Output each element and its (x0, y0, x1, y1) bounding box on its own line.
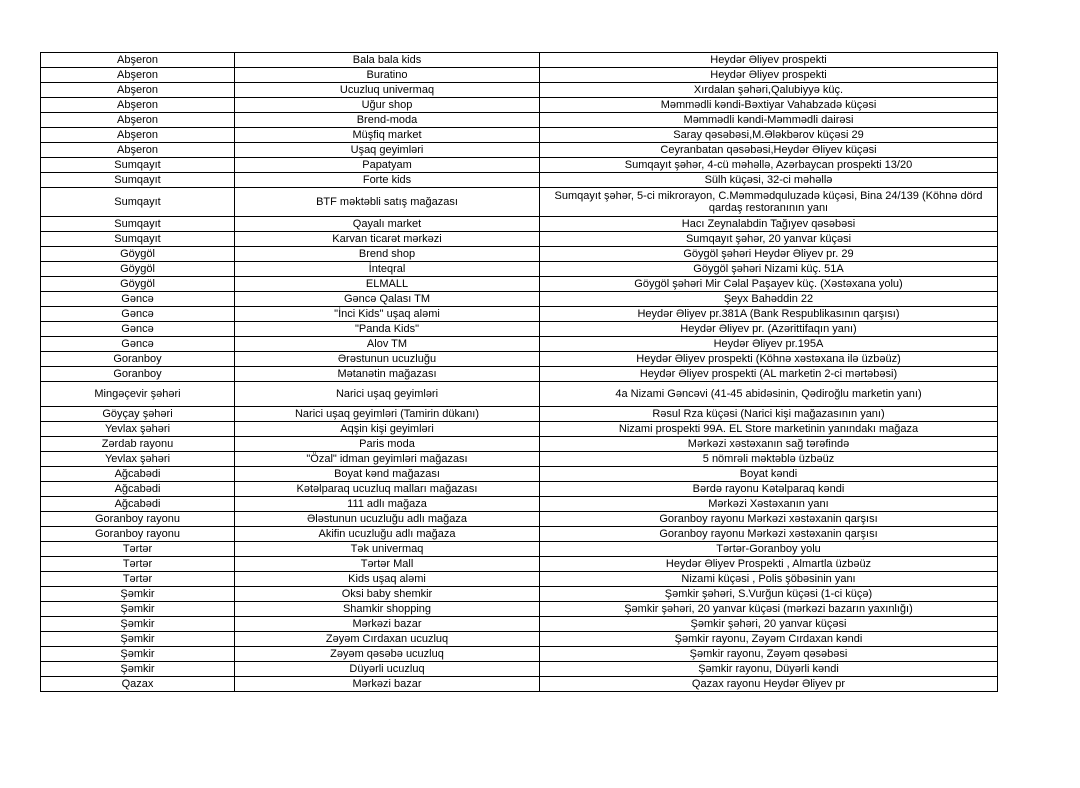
store-name-cell: Boyat kənd mağazası (235, 467, 540, 482)
region-cell: Gəncə (41, 307, 235, 322)
region-cell: Şəmkir (41, 602, 235, 617)
store-name-cell: Aqşin kişi geyimləri (235, 422, 540, 437)
table-row (41, 158, 998, 173)
store-name-cell: Zəyəm qəsəbə ucuzluq (235, 647, 540, 662)
store-name-cell: Ələstunun ucuzluğu adlı mağaza (235, 512, 540, 527)
region-cell: Abşeron (41, 98, 235, 113)
table-row (41, 307, 998, 322)
region-cell: Qazax (41, 677, 235, 692)
region-cell: Abşeron (41, 83, 235, 98)
store-name-cell: Karvan ticarət mərkəzi (235, 232, 540, 247)
store-name-cell: Narici uşaq geyimləri (235, 382, 540, 407)
address-cell: Göygöl şəhəri Nizami küç. 51A (540, 262, 998, 277)
region-cell: Göygöl (41, 277, 235, 292)
table-row (41, 352, 998, 367)
address-cell: Saray qəsəbəsi,M.Ələkbərov küçəsi 29 (540, 128, 998, 143)
table-row (41, 572, 998, 587)
table-row (41, 217, 998, 232)
table-row (41, 68, 998, 83)
region-cell: Abşeron (41, 53, 235, 68)
address-cell: Xırdalan şəhəri,Qalubiyyə küç. (540, 83, 998, 98)
store-name-cell: Düyərli ucuzluq (235, 662, 540, 677)
address-cell: Tərtər-Goranboy yolu (540, 542, 998, 557)
store-name-cell: Tərtər Mall (235, 557, 540, 572)
store-name-cell: Bala bala kids (235, 53, 540, 68)
address-cell: Göygöl şəhəri Mir Cəlal Paşayev küç. (Xəstəxana yolu) (540, 277, 998, 292)
region-cell: Gəncə (41, 292, 235, 307)
table-row (41, 422, 998, 437)
address-cell: Heydər Əliyev prospekti (540, 53, 998, 68)
store-name-cell: "İnci Kids" uşaq aləmi (235, 307, 540, 322)
region-cell: Ağcabədi (41, 467, 235, 482)
store-name-cell: Ucuzluq univermaq (235, 83, 540, 98)
address-cell: Göygöl şəhəri Heydər Əliyev pr. 29 (540, 247, 998, 262)
region-cell: Mingəçevir şəhəri (41, 382, 235, 407)
address-cell: Heydər Əliyev pr. (Azərittifaqın yanı) (540, 322, 998, 337)
table-row (41, 292, 998, 307)
store-name-cell: Paris moda (235, 437, 540, 452)
table-row (41, 617, 998, 632)
address-cell: Şəmkir şəhəri, 20 yanvar küçəsi (540, 617, 998, 632)
region-cell: Goranboy (41, 367, 235, 382)
region-cell: Tərtər (41, 542, 235, 557)
region-cell: Abşeron (41, 143, 235, 158)
store-name-cell: Mərkəzi bazar (235, 677, 540, 692)
table-row (41, 452, 998, 467)
region-cell: Tərtər (41, 557, 235, 572)
table-row (41, 367, 998, 382)
region-cell: Zərdab rayonu (41, 437, 235, 452)
address-cell: Məmmədli kəndi-Məmmədli dairəsi (540, 113, 998, 128)
store-name-cell: Brend-moda (235, 113, 540, 128)
store-name-cell: Papatyam (235, 158, 540, 173)
address-cell: Hacı Zeynalabdin Tağıyev qəsəbəsi (540, 217, 998, 232)
region-cell: Şəmkir (41, 632, 235, 647)
address-cell: Nizami prospekti 99A. EL Store marketinin yanındakı mağaza (540, 422, 998, 437)
region-cell: Sumqayıt (41, 217, 235, 232)
address-cell: Şəmkir şəhəri, 20 yanvar küçəsi (mərkəzi bazarın yaxınlığı) (540, 602, 998, 617)
region-cell: Abşeron (41, 68, 235, 83)
table-row (41, 467, 998, 482)
region-cell: Göyçay şəhəri (41, 407, 235, 422)
address-cell: Goranboy rayonu Mərkəzi xəstəxanin qarşısı (540, 512, 998, 527)
address-cell: 5 nömrəli məktəblə üzbəüz (540, 452, 998, 467)
region-cell: Sumqayıt (41, 232, 235, 247)
region-cell: Yevlax şəhəri (41, 422, 235, 437)
region-cell: Goranboy rayonu (41, 512, 235, 527)
table-row (41, 632, 998, 647)
table-row (41, 232, 998, 247)
store-name-cell: Mərkəzi bazar (235, 617, 540, 632)
address-cell: Şəmkir rayonu, Düyərli kəndi (540, 662, 998, 677)
region-cell: Göygöl (41, 247, 235, 262)
table-row (41, 247, 998, 262)
region-cell: Ağcabədi (41, 482, 235, 497)
table-row (41, 188, 998, 217)
store-name-cell: Müşfiq market (235, 128, 540, 143)
region-cell: Tərtər (41, 572, 235, 587)
table-row (41, 83, 998, 98)
address-cell: Bərdə rayonu Kətəlparaq kəndi (540, 482, 998, 497)
address-cell: Sülh küçəsi, 32-ci məhəllə (540, 173, 998, 188)
table-row (41, 677, 998, 692)
region-cell: Şəmkir (41, 662, 235, 677)
table-row (41, 512, 998, 527)
table-row (41, 337, 998, 352)
region-cell: Sumqayıt (41, 158, 235, 173)
address-cell: Heydər Əliyev prospekti (540, 68, 998, 83)
store-name-cell: ELMALL (235, 277, 540, 292)
address-cell: Şəmkir rayonu, Zəyəm qəsəbəsi (540, 647, 998, 662)
table-row (41, 497, 998, 512)
store-name-cell: Oksi baby shemkir (235, 587, 540, 602)
store-name-cell: "Özal" idman geyimləri mağazası (235, 452, 540, 467)
table-row (41, 277, 998, 292)
store-name-cell: Forte kids (235, 173, 540, 188)
table-row (41, 542, 998, 557)
address-cell: Heydər Əliyev prospekti (AL marketin 2-ci mərtəbəsi) (540, 367, 998, 382)
address-cell: Heydər Əliyev pr.381A (Bank Respublikasının qarşısı) (540, 307, 998, 322)
store-name-cell: Zəyəm Cırdaxan ucuzluq (235, 632, 540, 647)
region-cell: Sumqayıt (41, 188, 235, 217)
store-name-cell: Gəncə Qalası TM (235, 292, 540, 307)
address-cell: Məmmədli kəndi-Bəxtiyar Vahabzadə küçəsi (540, 98, 998, 113)
store-name-cell: "Panda Kids" (235, 322, 540, 337)
region-cell: Gəncə (41, 322, 235, 337)
region-cell: Abşeron (41, 128, 235, 143)
region-cell: Yevlax şəhəri (41, 452, 235, 467)
table-row (41, 173, 998, 188)
store-name-cell: Mətanətin mağazası (235, 367, 540, 382)
table-row (41, 557, 998, 572)
table-row (41, 382, 998, 407)
address-cell: Sumqayıt şəhər, 4-cü məhəllə, Azərbaycan prospekti 13/20 (540, 158, 998, 173)
store-name-cell: BTF məktəbli satış mağazası (235, 188, 540, 217)
store-name-cell: Tək univermaq (235, 542, 540, 557)
address-cell: Goranboy rayonu Mərkəzi xəstəxanin qarşısı (540, 527, 998, 542)
address-cell: Rəsul Rza küçəsi (Narici kişi mağazasının yanı) (540, 407, 998, 422)
region-cell: Abşeron (41, 113, 235, 128)
address-cell: Şəmkir şəhəri, S.Vurğun küçəsi (1-ci küçə) (540, 587, 998, 602)
store-list-body (41, 53, 998, 692)
address-cell: Şəmkir rayonu, Zəyəm Cırdaxan kəndi (540, 632, 998, 647)
table-row (41, 437, 998, 452)
address-cell: Ceyranbatan qəsəbəsi,Heydər Əliyev küçəsi (540, 143, 998, 158)
region-cell: Şəmkir (41, 647, 235, 662)
table-row (41, 662, 998, 677)
address-cell: Nizami küçəsi , Polis şöbəsinin yanı (540, 572, 998, 587)
region-cell: Gəncə (41, 337, 235, 352)
address-cell: Heydər Əliyev Prospekti , Almartla üzbəüz (540, 557, 998, 572)
region-cell: Şəmkir (41, 587, 235, 602)
table-row (41, 113, 998, 128)
address-cell: Mərkəzi Xəstəxanın yanı (540, 497, 998, 512)
store-name-cell: Shamkir shopping (235, 602, 540, 617)
address-cell: Sumqayıt şəhər, 20 yanvar küçəsi (540, 232, 998, 247)
table-row (41, 128, 998, 143)
address-cell: Heydər Əliyev prospekti (Köhnə xəstəxana ilə üzbəüz) (540, 352, 998, 367)
table-row (41, 407, 998, 422)
table-row (41, 98, 998, 113)
store-name-cell: Kətəlparaq ucuzluq malları mağazası (235, 482, 540, 497)
store-name-cell: Brend shop (235, 247, 540, 262)
address-cell: Sumqayıt şəhər, 5-ci mikrorayon, C.Məmmədquluzadə küçəsi, Bina 24/139 (Köhnə dörd qardaş restoranının yanı (540, 188, 998, 217)
table-row (41, 647, 998, 662)
store-name-cell: Alov TM (235, 337, 540, 352)
table-row (41, 143, 998, 158)
address-cell: 4a Nizami Gəncəvi (41-45 abidəsinin, Qədiroğlu marketin yanı) (540, 382, 998, 407)
address-cell: Şeyx Bahəddin 22 (540, 292, 998, 307)
region-cell: Göygöl (41, 262, 235, 277)
store-name-cell: Akifin ucuzluğu adlı mağaza (235, 527, 540, 542)
table-row (41, 527, 998, 542)
table-row (41, 482, 998, 497)
store-name-cell: Buratino (235, 68, 540, 83)
table-row (41, 53, 998, 68)
store-list-table (40, 52, 998, 692)
table-row (41, 587, 998, 602)
table-row (41, 602, 998, 617)
region-cell: Goranboy rayonu (41, 527, 235, 542)
store-name-cell: 111 adlı mağaza (235, 497, 540, 512)
store-name-cell: Uğur shop (235, 98, 540, 113)
table-row (41, 262, 998, 277)
address-cell: Boyat kəndi (540, 467, 998, 482)
store-name-cell: Narici uşaq geyimləri (Tamirin dükanı) (235, 407, 540, 422)
store-name-cell: Uşaq geyimləri (235, 143, 540, 158)
store-name-cell: İnteqral (235, 262, 540, 277)
region-cell: Şəmkir (41, 617, 235, 632)
store-name-cell: Kids uşaq aləmi (235, 572, 540, 587)
address-cell: Heydər Əliyev pr.195A (540, 337, 998, 352)
store-name-cell: Ərəstunun ucuzluğu (235, 352, 540, 367)
region-cell: Ağcabədi (41, 497, 235, 512)
table-row (41, 322, 998, 337)
region-cell: Sumqayıt (41, 173, 235, 188)
store-name-cell: Qayalı market (235, 217, 540, 232)
address-cell: Mərkəzi xəstəxanın sağ tərəfində (540, 437, 998, 452)
region-cell: Goranboy (41, 352, 235, 367)
address-cell: Qazax rayonu Heydər Əliyev pr (540, 677, 998, 692)
